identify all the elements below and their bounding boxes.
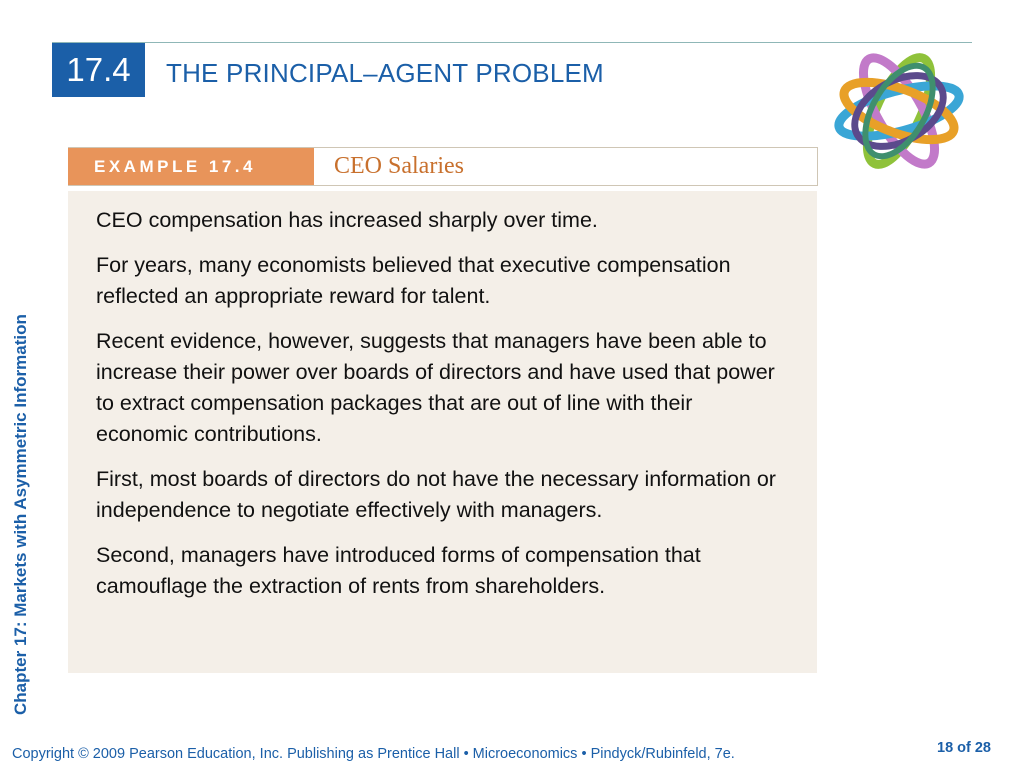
section-number-badge: 17.4 (52, 43, 145, 97)
example-header (68, 147, 818, 186)
example-paragraph: Second, managers have introduced forms of compensation that camouflage the extraction of rents from shareholders. (96, 543, 701, 598)
example-body (68, 191, 817, 673)
footer-copyright: Copyright © 2009 Pearson Education, Inc. Publishing as Prentice Hall • Microeconomics • Pindyck/Rubinfeld, 7e. (12, 746, 735, 762)
example-paragraph: For years, many economists believed that executive compensation reflected an appropriate reward for talent. (96, 253, 731, 308)
chapter-sidebar-label: Chapter 17: Markets with Asymmetric Information (11, 314, 30, 715)
example-label: EXAMPLE 17.4 (68, 148, 314, 185)
page-number: 18 of 28 (937, 740, 991, 756)
example-paragraph: Recent evidence, however, suggests that managers have been able to increase their power over boards of directors and have used that power to extract compensation packages that are out of line with their economic contributions. (96, 329, 775, 446)
example-title: CEO Salaries (334, 153, 464, 179)
slide-title: THE PRINCIPAL–AGENT PROBLEM (166, 58, 604, 88)
example-paragraph: CEO compensation has increased sharply over time. (96, 208, 598, 232)
header-divider (52, 42, 972, 43)
interlocking-rings-logo-icon (826, 44, 972, 178)
example-paragraph: First, most boards of directors do not have the necessary information or independence to negotiate effectively with managers. (96, 467, 776, 522)
